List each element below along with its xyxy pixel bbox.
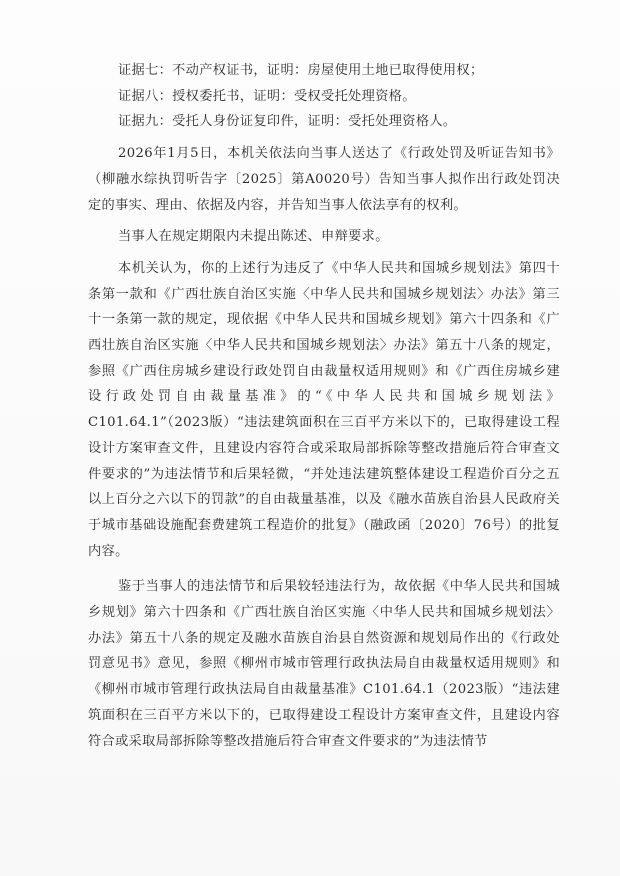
evidence-item: 证据八：授权委托书，证明：受权受托处理资格。	[118, 88, 416, 104]
paragraph-notice: 2026年1月5日，本机关依法向当事人送达了《行政处罚及听证告知书》（柳融水综执罚听告字〔2025〕第A0020号）告知当事人拟作出行政处罚决定的事实、理由、依据及内容，并告知当事人依法享有的权利。	[88, 146, 560, 213]
paragraph-decision: 鉴于当事人的违法情节和后果较轻违法行为，故依据《中华人民共和国城乡规划》第六十四条和《广西壮族自治区实施〈中华人民共和国城乡规划法〉办法》第五十八条的规定及融水苗族自治县自然资源和规划局作出的《行政处罚意见书》意见，参照《柳州市城市管理行政执法局自由裁量权适用规则》和《柳州市城市管理行政执法局自由裁量基准》C101.64.1（2023版）“违法建筑面积在三百平方米以下的，已取得建设工程设计方案审查文件，且建设内容符合或采取局部拆除等整改措施后符合审查文件要求的”为违法情节	[88, 579, 560, 749]
evidence-item: 证据七：不动产权证书，证明：房屋使用土地已取得使用权；	[118, 63, 484, 78]
paragraph-opinion: 本机关认为，你的上述行为违反了《中华人民共和国城乡规划法》第四十条第一款和《广西壮族自治区实施〈中华人民共和国城乡规划法〉办法》第三十一条第一款的规定，现依据《中华人民共和国城乡规划》第六十四条和《广西壮族自治区实施〈中华人民共和国城乡规划法〉办法》第五十八条的规定，参照《广西住房城乡建设行政处罚自由裁量权适用规则》和《广西住房城乡建设行政处罚自由裁量基准》的“《中华人民共和国城乡规划法》C101.64.1”（2023版）“违法建筑面积在三百平方米以下的，已取得建设工程设计方案审查文件，且建设内容符合或采取局部拆除等整改措施后符合审查文件要求的”为违法情节和后果轻微，“并处违法建筑整体建设工程造价百分之五以上百分之六以下的罚款”的自由裁量基准，以及《融水苗族自治县人民政府关于城市基础设施配套费建筑工程造价的批复》（融政函〔2020〕76号）的批复内容。	[88, 260, 560, 559]
paragraph-no-statement: 当事人在规定期限内未提出陈述、申辩要求。	[118, 229, 389, 245]
evidence-item: 证据九：受托人身份证复印件，证明：受托处理资格人。	[118, 114, 457, 130]
